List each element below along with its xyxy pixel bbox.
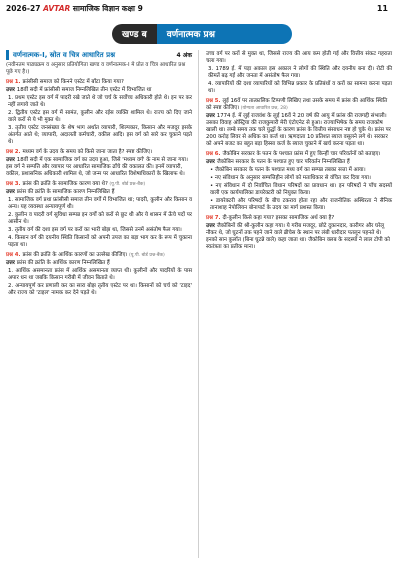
answer [6, 189, 192, 196]
header-subject: सामाजिक विज्ञान [72, 4, 120, 13]
answer-label: उत्तर [206, 113, 217, 119]
page-number: 11 [376, 4, 388, 13]
question-text: जैकोबिन सरकार के पतन के पश्चात फ्रांस में हुए किन्हीं चार परिवर्तनों को बताइए। [222, 151, 381, 157]
question-number: प्रश्न 4. [6, 252, 23, 258]
answer-label: उत्तर [6, 157, 17, 163]
section-marks: 4 अंक [176, 51, 192, 59]
numbered-point: 2. अन्यायपूर्ण कर प्रणाली कर का सारा बोझ तृतीय एस्टेट पर था। किसानों को चर्च को 'टाइद' और राज्य को 'टाइल' नामक कर देने पड़ते थे। [8, 283, 192, 296]
numbered-point: 2. कुलीन व पादरी वर्ग सुविधा सम्पन्न इन वर्गों को करों से छूट थी और ये शासन में ऊँचे पदों पर आसीन थे। [8, 212, 192, 225]
question-number: प्रश्न 7. [206, 215, 223, 221]
answer-text: 18वीं सदी में फ्रांसीसी समाज निम्नलिखित तीन एस्टेट में विभाजित था [16, 87, 152, 93]
left-column [6, 50, 192, 298]
answer-text: जैकोबिन सरकार के पतन के पश्चात हुए चार परिवर्तन निम्नलिखित हैं [216, 159, 350, 165]
answer-label: उत्तर [6, 260, 17, 266]
question-number: प्रश्न 5. [206, 98, 223, 104]
header-year: 2026-27 [6, 4, 41, 13]
answer-text: फ्रांस की क्रांति के सामाजिक कारण निम्नलिखित हैं [16, 189, 115, 195]
question-text: मध्यम वर्ग के उदय के समय को किसे जाना जाता है? स्पष्ट कीजिए। [22, 149, 153, 155]
answer [206, 113, 392, 148]
answer [6, 157, 192, 178]
numbered-point: 3. 1789 ई. में पड़ा अकाल इस अकाल ने लोगों की स्थिति और दयनीय बना दी। रोटी की कीमतें बढ़ गईं और जनता में असंतोष फैल गया। [208, 66, 392, 79]
numbered-point: 1. प्रथम एस्टेट इस वर्ग में पादरी रखे जाते थे जो चर्च के सर्वोच्च अधिकारी होते थे। इन पर कर नहीं लगाये जाते थे। [8, 95, 192, 108]
numbered-point: 3. तृतीय एस्टेट जनसंख्या के शेष भाग अर्थात व्यापारी, शिल्पकार, किसान और मजदूर इसके अंतर्गत आते थे; व्यापारी, अदालती कर्मचारी, वकील आदि। इस वर्ग को सारे कर चुकाने पड़ते थे। [8, 125, 192, 145]
answer-label: उत्तर [6, 87, 17, 93]
answer [206, 223, 392, 251]
right-body [206, 51, 392, 251]
left-body [6, 79, 192, 297]
answer [6, 87, 192, 94]
question [206, 215, 392, 222]
numbered-point: 4. किसान वर्ग की दयनीय स्थिति किसानों को अपनी उपज का बड़ा भाग कर के रूप में चुकाना पड़ता था। [8, 235, 192, 248]
right-column [206, 50, 392, 252]
question [206, 98, 392, 112]
header-class: कक्षा 9 [121, 4, 143, 13]
answer-label: उत्तर [206, 159, 217, 165]
answer-label: उत्तर [6, 189, 17, 195]
bullet-point: • नए संविधान के अनुसार सम्पत्तिहीन लोगों को मताधिकार से वंचित कर दिया गया। [210, 175, 371, 181]
question-number: प्रश्न 1. [6, 79, 23, 85]
question-text: फ्रांस की क्रांति के सामाजिक कारण क्या थे? [22, 181, 108, 187]
numbered-point: 2. द्वितीय एस्टेट इस वर्ग में सामंत, कुलीन और रईस व्यक्ति शामिल थे। राज्य को दिए जाने वाले करों से ये भी मुक्त थे। [8, 110, 192, 123]
section-band [112, 24, 292, 44]
numbered-point: 3. तृतीय वर्ग की दशा इस वर्ग पर करों का भारी बोझ था, जिससे उनमें असंतोष फैल गया। [8, 227, 182, 233]
section-marker [6, 50, 9, 60]
question [6, 252, 192, 259]
answer-text: फ्रांस की क्रांति के आर्थिक कारण निम्नलिखित हैं [16, 260, 110, 266]
header-title [6, 4, 143, 14]
bullet-point: • डायरेक्टरी और परिषदों के बीच टकराव होता रहा और राजनीतिक अस्थिरता ने सैनिक तानाशाह नेपोलियन बोनापार्ट के उदय का मार्ग प्रशस्त किया। [210, 198, 392, 211]
column-divider [198, 50, 199, 558]
question-text: फ्रांस की क्रांति के आर्थिक कारणों का उल्लेख कीजिए। [22, 252, 128, 258]
question [6, 149, 192, 156]
question-source-tag: (योग्यता आधारित प्रश्न, 28) [239, 106, 288, 111]
section-note: (नवीनतम पाठ्यक्रम व अनुसार प्रतियोगिता खण्ड व वर्णनात्मक-I मे प्रोत व चित्र आधारित प्रश्न पूछे गए है।) [6, 62, 186, 75]
question [206, 151, 392, 158]
question-text: फ्रांसीसी समाज को किनने एस्टेट में बाँटा किया गया? [22, 79, 124, 85]
bullet-point: • जैकोबिन सरकार के पतन के पश्चात मध्य वर्ग का सम्पन्न तबका सत्ता में आया। [210, 167, 366, 173]
section-heading [6, 50, 192, 60]
answer [6, 260, 192, 267]
numbered-point: 1. आर्थिक असमानता फ्रांस में आर्थिक असमानता व्याप्त थी। कुलीनों और पादरियों के पास अपार धन था जबकि किसान गरीबी में जीवन बिताते थे। [8, 268, 192, 281]
question-number: प्रश्न 3. [6, 181, 23, 187]
bullet-point: • नए संविधान में दो निर्वाचित विधान परिषदों का प्रावधान था। इन परिषदों ने पाँच सदस्यों वाली एक कार्यपालिका डायरेक्टरी को नियुक्त किया। [210, 183, 392, 196]
question-text: दी-कुलीन किसे कहा गया? इसका सामाजिक अर्थ क्या है? [222, 215, 335, 221]
answer-label: उत्तर [206, 223, 217, 229]
paragraph: उच्च वर्ग पर करों से मुक्त था, जिससे राज्य की आय कम होती गई और वित्तीय संकट गहराता चला गया। [206, 51, 392, 64]
section-band-label: खण्ड ब [112, 24, 157, 44]
section-band-title: वर्णनात्मक प्रश्न [157, 24, 292, 44]
question [6, 181, 192, 188]
answer-text: 18वीं सदी में एक सामाजिक वर्ग का उदय हुआ, जिसे 'मध्यम वर्ग' के नाम से जाना गया। इस वर्ग ने सम्पत्ति और व्यापार पर आधारित सामाजिक ढाँचे की वकालत की। इनमें व्यापारी, वकील, प्रशासनिक अधिकारी शामिल थे, जो जन्म पर आधारित विशेषाधिकारों के खिलाफ थे। [6, 157, 188, 177]
numbered-point: 4. व्यापारियों की दशा व्यापारियों को विभिन्न प्रकार के प्रतिबंधों व करों का सामना करना पड़ता था। [208, 81, 392, 94]
question-text: लुई 16वें पर तात्कालिक टिप्पणी लिखिए तथा उसके समय में फ्रांस की आर्थिक स्थिति को स्पष्ट कीजिए। [206, 98, 388, 111]
question-source-tag: (यू.पी. बोर्ड प्रश्न-बैंक) [127, 253, 165, 258]
section-title: वर्णनात्मक-I, स्रोत व चित्र आधारित प्रश्न [13, 50, 116, 59]
numbered-point: 1. सामाजिक वर्ग प्रथा फ्रांसीसी समाज तीन वर्गों में विभाजित था; पादरी, कुलीन और किसान व अन्य। यह व्यवस्था अन्यायपूर्ण थी। [8, 197, 192, 210]
question-number: प्रश्न 6. [206, 151, 223, 157]
answer [206, 159, 392, 166]
question-number: प्रश्न 2. [6, 149, 23, 155]
answer-text: जैकोबिनों की श्री-कुलीन कहा गया। ये गरीब मजदूर, छोटे दुकानदार, कारीगर और घरेलू नौकर थे, जो घुटनों तक पहने जाने वाले ब्रीचेस के स्थान पर लंबी धारीदार पतलून पहनते थे। इनको सान कुलॉत (बिना घुटन्ने वाले) कहा जाता था। जैकोबिन क्लब के सदस्यों ने लाल टोपी को स्वतंत्रता का प्रतीक माना। [206, 223, 390, 250]
question [6, 79, 192, 86]
header-brand: AVTAR [43, 4, 71, 13]
question-source-tag: (यू.पी. बोर्ड प्रश्न-बैंक) [107, 182, 146, 187]
page-header [0, 0, 400, 18]
answer-text: 1774 ई. में लुई राजवंश के लुई 16वें ने 20 वर्ष की आयु में फ्रांस की राजगद्दी संभाली। उसका विवाह ऑस्ट्रिया की राजकुमारी मेरी एंटोएनेट से हुआ। राज्याभिषेक के समय राजकोष खाली था। लम्बे समय तक चले युद्धों के कारण फ्रांस के वित्तीय संसाधन नष्ट हो चुके थे। फ्रांस पर 200 करोड़ लिवर से अधिक का कर्ज था। ऋणदाता 10 प्रतिशत ब्याज वसूलने लगे थे। सरकार को अपने बजट का बहुत बड़ा हिस्सा कर्ज के ब्याज चुकाने में खर्च करना पड़ता था। [206, 113, 391, 147]
